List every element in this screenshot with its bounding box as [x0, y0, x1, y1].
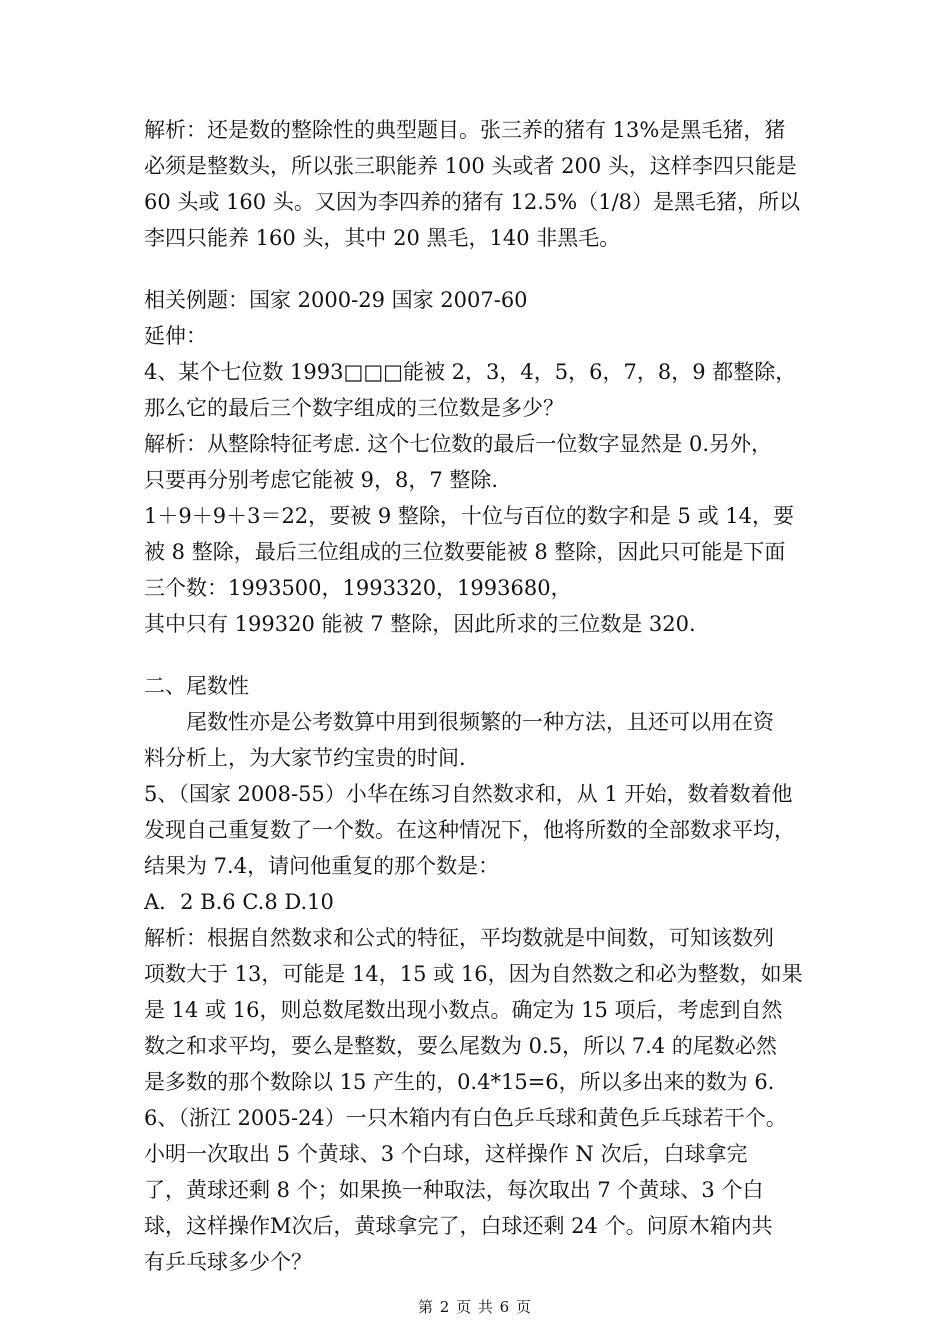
question-5-analysis-line: 数之和求平均，要么是整数，要么尾数为 0.5，所以 7.4 的尾数必然 — [144, 1034, 777, 1058]
question-5-analysis-line: 是 14 或 16，则总数尾数出现小数点。确定为 15 项后，考虑到自然 — [144, 998, 783, 1022]
related-examples: 相关例题：国家 2000-29 国家 2007-60 — [144, 288, 528, 312]
analysis-line: 李四只能养 160 头，其中 20 黑毛，140 非黑毛。 — [144, 226, 621, 250]
question-4-analysis-line: 解析：从整除特征考虑. 这个七位数的最后一位数字显然是 0.另外， — [144, 432, 773, 456]
section-intro-line: 尾数性亦是公考数算中用到很频繁的一种方法，且还可以用在资 — [186, 710, 774, 734]
question-4-analysis-line: 三个数：1993500，1993320，1993680， — [144, 576, 572, 600]
question-5-options: A．2 B.6 C.8 D.10 — [144, 890, 334, 914]
question-6-line: 有乒乓球多少个？ — [144, 1250, 312, 1274]
question-4-analysis-line: 被 8 整除，最后三位组成的三位数要能被 8 整除，因此只可能是下面 — [144, 540, 786, 564]
question-4-analysis-line: 其中只有 199320 能被 7 整除，因此所求的三位数是 320. — [144, 612, 696, 636]
question-5-analysis-line: 解析：根据自然数求和公式的特征，平均数就是中间数，可知该数列 — [144, 926, 774, 950]
question-6-line: 6、（浙江 2005-24）一只木箱内有白色乒乓球和黄色乒乓球若干个。 — [144, 1106, 787, 1130]
section-heading: 二、尾数性 — [144, 674, 249, 698]
question-4-line: 4、某个七位数 1993□□□能被 2，3，4，5，6，7，8，9 都整除， — [144, 360, 797, 384]
question-5-line: 结果为 7.4，请问他重复的那个数是： — [144, 854, 500, 878]
section-intro-line: 料分析上，为大家节约宝贵的时间. — [144, 746, 466, 770]
question-4-analysis-line: 1＋9＋9＋3＝22，要被 9 整除，十位与百位的数字和是 5 或 14，要 — [144, 504, 794, 528]
question-6-line: 小明一次取出 5 个黄球、3 个白球，这样操作 N 次后，白球拿完 — [144, 1142, 748, 1166]
analysis-line: 解析：还是数的整除性的典型题目。张三养的猪有 13%是黑毛猪，猪 — [144, 118, 786, 142]
question-4-analysis-line: 只要再分别考虑它能被 9，8，7 整除. — [144, 468, 499, 492]
question-5-analysis-line: 项数大于 13，可能是 14，15 或 16，因为自然数之和必为整数，如果 — [144, 962, 803, 986]
question-5-line: 发现自己重复数了一个数。在这种情况下，他将所数的全部数求平均， — [144, 818, 795, 842]
question-4-line: 那么它的最后三个数字组成的三位数是多少？ — [144, 396, 564, 420]
analysis-line: 60 头或 160 头。又因为李四养的猪有 12.5%（1/8）是黑毛猪，所以 — [144, 190, 801, 214]
analysis-line: 必须是整数头，所以张三职能养 100 头或者 200 头，这样李四只能是 — [144, 154, 797, 178]
question-6-line: 球，这样操作M次后，黄球拿完了，白球还剩 24 个。问原木箱内共 — [144, 1214, 773, 1238]
page-number-footer: 第 2 页 共 6 页 — [418, 1298, 532, 1316]
question-6-line: 了，黄球还剩 8 个；如果换一种取法，每次取出 7 个黄球、3 个白 — [144, 1178, 764, 1202]
extension-label: 延伸： — [144, 324, 207, 348]
question-5-analysis-line: 是多数的那个数除以 15 产生的，0.4*15=6，所以多出来的数为 6. — [144, 1070, 775, 1094]
question-5-line: 5、（国家 2008-55）小华在练习自然数求和，从 1 开始，数着数着他 — [144, 782, 793, 806]
